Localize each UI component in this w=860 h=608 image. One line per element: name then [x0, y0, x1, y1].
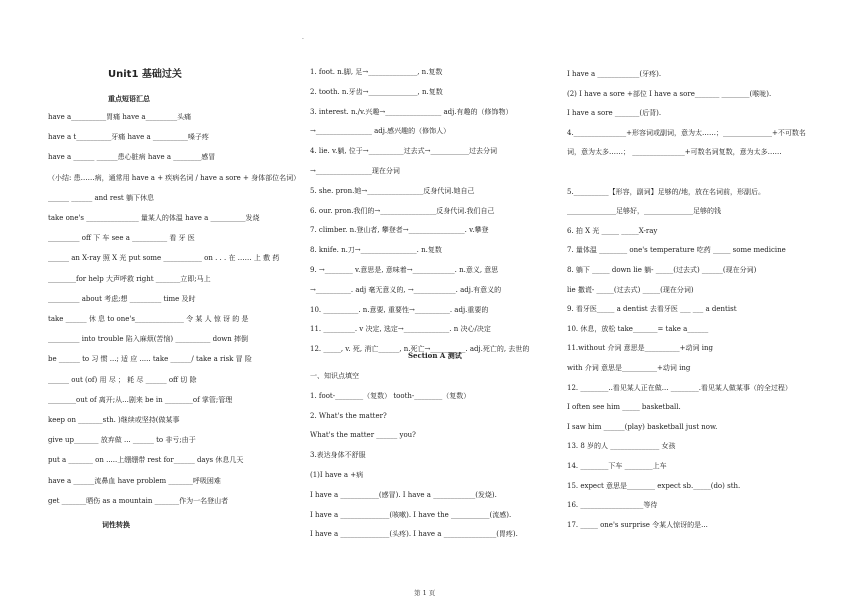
text-line: take ______ 休 息 to one's______________ 令 某 人 惊 讶 的 是 — [48, 315, 249, 323]
text-line: 8. knife. n.刀→________________. n.复数 — [310, 246, 442, 255]
section-a-title: Section A 测试 — [408, 351, 462, 360]
text-line: lie 撒谎- _____(过去式) _____(现在分词) — [567, 285, 694, 294]
text-line: keep on _______sth. )继续或坚持(做某事 — [48, 416, 180, 424]
text-line: 10. 休息，放松 take_______= take a______ — [567, 324, 709, 333]
text-line: give up_______ 放弃做 ... ______ to 非亏;由于 — [48, 436, 196, 445]
text-line: 1. foot-________（复数） tooth-________（复数） — [310, 391, 471, 400]
text-line: 7. climber. n.登山者, 攀登者→________________. v.攀登 — [310, 226, 489, 235]
text-line: (2) I have a sore +部位 I have a sore_______ ________(喉咙). — [567, 89, 772, 98]
text-line: get _______晒伤 as a mountain _______作为一名登山者 — [48, 496, 229, 505]
text-line: 6. 拍 X 光 _____ _____X-ray — [567, 226, 658, 235]
text-line: 14. ________下车 ________上车 — [567, 462, 667, 470]
text-line: 5. she. pron.她→________________反身代词.她自己 — [310, 186, 475, 195]
text-line: →__________. adj 毫无意义的, →____________. adj.有意义的 — [310, 285, 502, 294]
text-line: I have a ___________(感冒). I have a ____________(发烧). — [310, 490, 497, 499]
text-line: 10. __________. n.意要, 重要性→__________. adj.重要的 — [310, 305, 489, 314]
text-line: I have a ____________(牙疼). — [567, 70, 662, 78]
top-mark: · — [302, 36, 304, 43]
text-line: be ______ to 习 惯 ...; 适 应 ..... take ______/ take a risk 冒 险 — [48, 355, 252, 364]
text-line: with 介词 意思是__________+动词 ing — [567, 364, 691, 372]
text-line: ________out of 离开;从...剧来 be in ________of 掌管;管理 — [48, 395, 233, 404]
text-line: 词，意为太多……； _______________+可数名词复数，意为太多…… — [567, 148, 782, 157]
section-word-forms: 词性转换 — [102, 520, 130, 529]
text-line: ______ an X-ray 照 X 光 put some ___________ on . . . 在 …… 上 敷 药 — [48, 254, 280, 263]
text-line: I have a sore _______(后背). — [567, 109, 662, 118]
text-line: 16. __________________等待 — [567, 501, 658, 510]
text-line: ________for help 大声呼救 right _______立即;马上 — [48, 274, 211, 283]
text-line: 3. interest. n./v.兴趣→________________ adj.有趣的（修饰物） — [310, 107, 513, 116]
text-line: 8. 躺下 _____ down lie 躺- _____(过去式) ______(现在分词) — [567, 266, 757, 274]
phrases-subtitle: 重点短语汇总 — [108, 94, 150, 103]
text-line: 一、知识点填空 — [310, 372, 359, 380]
text-line: I saw him ______(play) basketball just now. — [567, 422, 718, 431]
text-line: 12. ________..看见某人正在做... ________.看见某人做某事（的全过程） — [567, 383, 792, 392]
text-line: 3.表达身体不舒服 — [310, 451, 366, 460]
text-line: 5.__________【形容，副词】足够的/地，放在名词前，形副后。 — [567, 187, 766, 196]
text-line: 15. expect 意思是________ expect sb._____(do) sth. — [567, 481, 741, 490]
text-line: →________________现在分词 — [310, 167, 400, 175]
unit-title: Unit1 基础过关 — [108, 69, 182, 80]
text-line: ______ ______ and rest 躺下休息 — [48, 193, 154, 202]
text-line: What's the matter ______ you? — [310, 431, 416, 440]
text-line: 7. 量体温 ________ one's temperature 吃药 _____ some medicine — [567, 246, 786, 255]
text-line: _________ about 考虑;想 _________ time 及时 — [48, 294, 196, 303]
text-line: 13. 8 岁的人 ______________ 女孩 — [567, 442, 676, 451]
text-line: have a ______流鼻血 have problem _______呼吸困难 — [48, 476, 221, 485]
text-line: 12. _____, v. 死, 消亡______, n.死亡→__________. adj.死亡的, 去世的 — [310, 345, 530, 354]
text-line: have a__________胃痛 have a_________头痛 — [48, 113, 192, 121]
text-line: （小结: 患……病，通常用 have a + 疾病名词 / have a sore + 身体部位名词） — [48, 173, 301, 182]
text-line: 9. 看牙医_____ a dentist 去看牙医 ___ ___ a dentist — [567, 305, 737, 314]
text-line: 6. our. pron.我们的→________________反身代词.我们自己 — [310, 206, 495, 215]
page-footer: 第 1 页 — [414, 589, 436, 597]
text-line: 2. tooth. n.牙齿→______________, n.复数 — [310, 87, 443, 96]
text-line: put a _______ on .....上绷绷带 rest for______ days 休息几天 — [48, 456, 244, 465]
text-line: _________ off 下 车 see a __________ 看 牙 医 — [48, 234, 195, 243]
text-line: 17. _____ one's surprise 令某人惊讶的是... — [567, 520, 708, 529]
text-line: 2. What's the matter? — [310, 411, 387, 420]
text-line: have a ______ ______患心脏病 have a ________感冒 — [48, 153, 216, 162]
text-line: (1)I have a +病 — [310, 471, 364, 479]
text-line: 4. lie. v.躺, 位于→__________过去式→___________过去分词 — [310, 147, 498, 156]
text-line: I often see him _____ basketball. — [567, 403, 681, 412]
text-line: _________ into trouble 陷入麻烦(苦恼) __________ down 摔倒 — [48, 335, 249, 344]
text-line: 1. foot. n.脚, 足→______________, n.复数 — [310, 68, 443, 76]
text-line: I have a ______________(咳嗽). I have the ___________(流感). — [310, 510, 512, 519]
text-line: 11. _________. v 决定, 选定→_____________. n 决心/决定 — [310, 325, 491, 334]
text-line: have a t__________牙痛 have a __________嗓子疼 — [48, 133, 209, 142]
text-line: 11.without 介词 意思是__________+动词 ing — [567, 344, 713, 353]
text-line: →________________ adj.感兴趣的（修饰人） — [310, 127, 451, 136]
text-line: 4._______________+形容词或副词，意为太……；______________+不可数名 — [567, 128, 806, 137]
text-line: I have a ______________(头疼). I have a _______________(胃疼). — [310, 530, 518, 539]
text-line: take one's _______________ 量某人的体温 have a __________发烧 — [48, 214, 260, 222]
text-line: ______ out (of) 用 尽 ； 耗 尽 ______ off 切 除 — [48, 375, 197, 384]
text-line: 9. →________ v.意思是, 意味着→____________. n.意义, 意思 — [310, 266, 499, 274]
text-line: ______________足够好，______________足够的钱 — [567, 207, 721, 216]
